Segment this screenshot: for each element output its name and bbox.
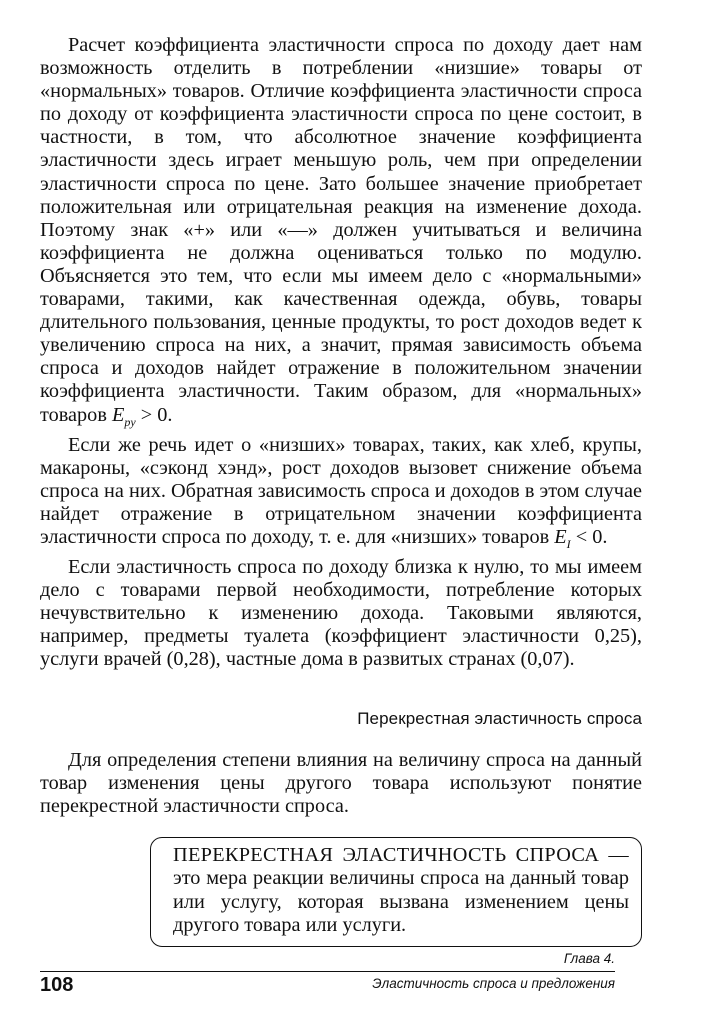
definition-box <box>150 837 642 947</box>
paragraph-text: Расчет коэффициента эластичности спроса по доходу дает нам возможность отделить в потреблении «низшие» товары от «нормальных» товаров. Отличие коэффициента эластичности спроса по доходу от коэффициента эластичности спроса по цене состоит, в частности, в том, что абсолютное значение коэффициента эластичности здесь играет меньшую роль, чем при определении эластичности спроса по цене. Зато большее значение приобретает положительная или отрицательная реакция на изменение дохода. Поэтому знак «+» или «—» должен учитываться и величина коэффициента не должна оцениваться только по модулю. Объясняется это тем, что если мы имеем дело с «нормальными» товарами, такими, как качественная одежда, обувь, товары длительного пользования, ценные продукты, то рост доходов ведет к увеличению спроса на них, а значит, прямая зависимость объема спроса и доходов найдет отражение в положительном значении коэффициента эластичности. Таким образом, для «нормальных» товаров <box>40 34 642 426</box>
footer-divider <box>40 971 615 972</box>
definition-term: ПЕРЕКРЕСТНАЯ ЭЛАСТИЧНОСТЬ СПРОСА — <box>173 843 629 866</box>
chapter-label: Глава 4. <box>563 951 615 966</box>
page-number: 108 <box>40 974 74 996</box>
formula-symbol: E <box>111 403 125 426</box>
formula-subscript: I <box>566 536 571 551</box>
formula-relation: > 0. <box>140 403 173 426</box>
paragraph-cross-elasticity-intro: Для определения степени влияния на величину спроса на данный товар изменения цены другого товара используют понятие перекрестной эластичности спроса. <box>40 748 642 817</box>
definition-text: это мера реакции величины спроса на данный товар или услугу, которая вызвана изменением цены другого товара или услуги. <box>173 867 629 937</box>
chapter-title: Эластичность спроса и предложения <box>372 976 615 991</box>
paragraph-necessities: Если эластичность спроса по доходу близка к нулю, то мы имеем дело с товарами первой необходимости, потребление которых нечувствительно к изменению дохода. Таковыми являются, например, предметы туалета (коэффициент эластичности 0,25), услуги врачей (0,28), частные дома в развитых странах (0,07). <box>40 556 642 671</box>
formula-relation: < 0. <box>575 525 608 548</box>
page-content <box>40 34 642 947</box>
paragraph-income-elasticity <box>40 34 642 434</box>
paragraph-text: Если же речь идет о «низших» товарах, таких, как хлеб, крупы, макароны, «сэконд хэнд», рост доходов вызовет снижение объема спроса на них. Обратная зависимость спроса и доходов в этом случае найдет отражение в отрицательном значении коэффициента эластичности спроса по доходу, т. е. для «низших» товаров <box>40 433 642 548</box>
formula-symbol: E <box>554 525 567 548</box>
paragraph-inferior-goods <box>40 434 642 556</box>
formula-subscript: py <box>124 414 136 429</box>
section-heading: Перекрестная эластичность спроса <box>357 708 642 728</box>
